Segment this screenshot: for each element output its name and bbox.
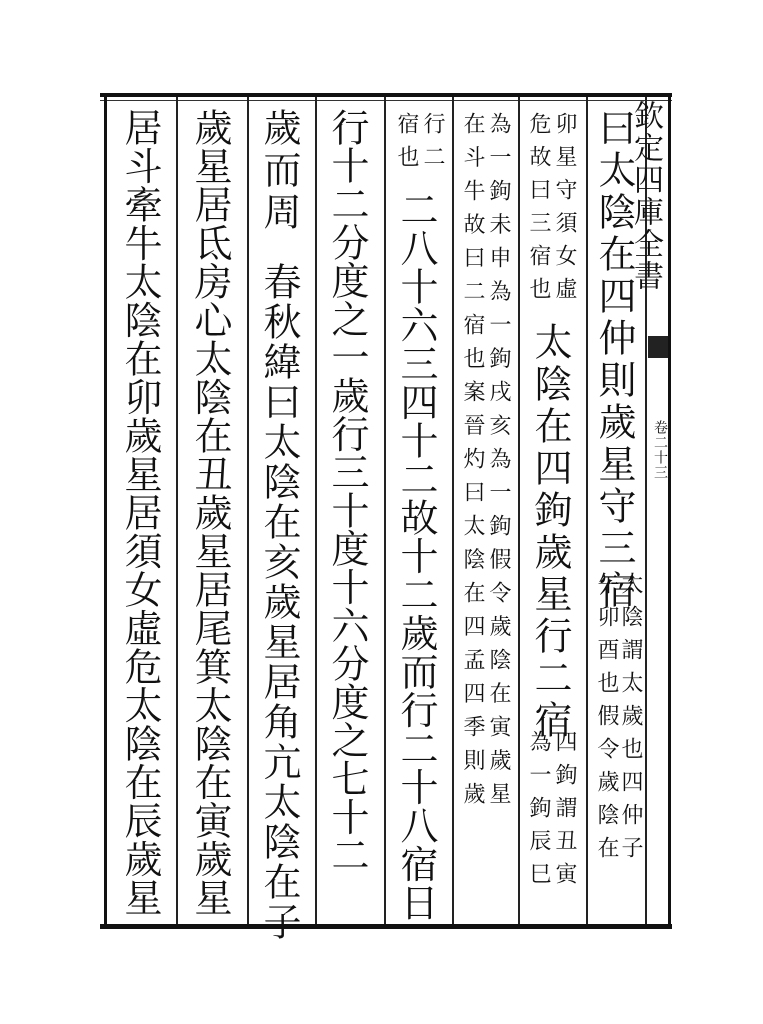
column-rule xyxy=(247,97,249,924)
text-column-1-note-a: 太陰謂太歲也四仲子 xyxy=(618,572,643,869)
text-column-7-main: 歲星居氐房心太陰在丑歲星居尾箕太陰在寅歲星 xyxy=(188,108,232,917)
text-column-1-note-b: 午卯酉也假令歲陰在 xyxy=(594,572,619,869)
column-rule xyxy=(518,97,520,924)
text-column-6-main-b: 春秋緯曰太陰在亥歲星居角亢太陰在子 xyxy=(257,262,301,942)
frame-right-border xyxy=(668,93,671,929)
text-column-6-main-a: 歲而周 xyxy=(257,108,301,234)
text-column-3-note-a: 為一鉤未申為一鉤戌亥為一鉤假令歲陰在寅歲星 xyxy=(486,112,511,816)
column-rule xyxy=(315,97,317,924)
text-column-8-main: 居斗牽牛太陰在卯歲星居須女虛危太陰在辰歲星 xyxy=(118,108,162,917)
text-column-2-note-a: 卯星守須女虛 xyxy=(552,112,577,310)
frame-left-border xyxy=(104,93,107,929)
frame-bottom-border xyxy=(100,924,672,929)
column-rule xyxy=(384,97,386,924)
text-column-4-note-a: 行二 xyxy=(420,112,445,178)
text-column-5-main: 行十二分度之一歲行三十度十六分度之七十二 xyxy=(325,108,369,874)
text-column-2-note-b: 危故曰三宿也 xyxy=(526,112,551,310)
column-rule xyxy=(176,97,178,924)
volume-label: 卷二十三 xyxy=(652,420,668,480)
column-rule xyxy=(586,97,588,924)
text-column-4-main: 二八十六三四十二故十二歲而行二十八宿日 xyxy=(394,190,438,922)
column-rule xyxy=(452,97,454,924)
text-column-2-main: 太陰在四鉤歲星行二宿 xyxy=(528,322,572,742)
text-column-4-note-b: 宿也 xyxy=(394,112,419,178)
text-column-2-note-c: 四鉤謂丑寅 xyxy=(552,730,577,895)
book-title: 欽定四庫全書 xyxy=(628,100,663,292)
fish-tail-mark xyxy=(648,336,668,358)
text-column-2-note-d: 為一鉤辰巳 xyxy=(526,730,551,895)
text-column-3-note-b: 在斗牛故曰二宿也案晉灼曰太陰在四孟四季則歲 xyxy=(460,112,485,816)
text-column-1-main: 曰太陰在四仲則歲星守三宿 xyxy=(592,108,636,612)
